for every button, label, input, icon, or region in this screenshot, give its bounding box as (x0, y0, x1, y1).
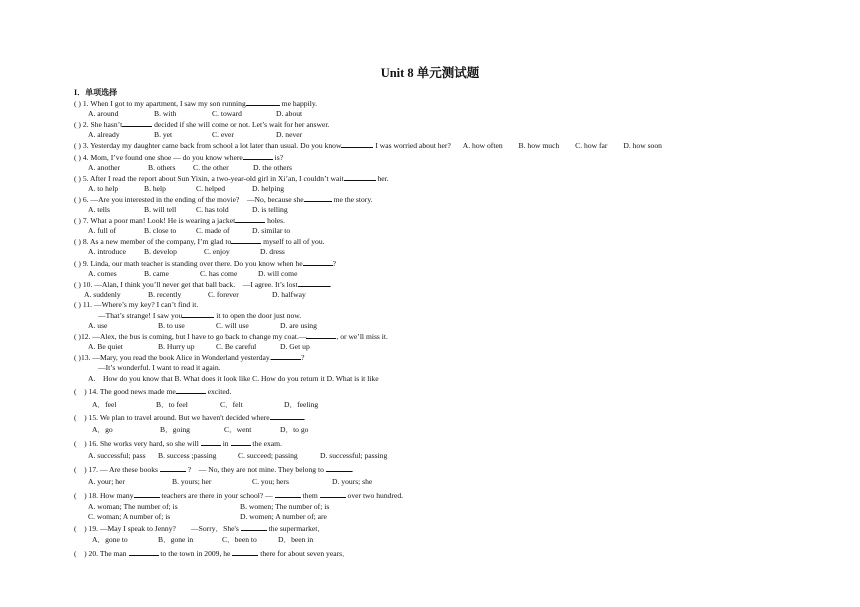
question-text: How many (99, 490, 134, 500)
question-number: ( ) 7. (74, 216, 89, 226)
answer-blank[interactable] (306, 331, 336, 339)
option-c[interactable]: C. has told (196, 205, 229, 215)
options-2 (74, 130, 794, 140)
section-heading: I．单项选择 (74, 88, 118, 97)
answer-blank[interactable] (232, 548, 258, 556)
question-text: me happily. (281, 99, 318, 109)
question-13 (74, 352, 794, 363)
question-text: in (222, 438, 229, 448)
answer-blank[interactable] (160, 464, 186, 472)
option-a[interactable]: A. suddenly (84, 289, 121, 299)
option-c[interactable]: C. forever (208, 289, 239, 299)
question-text: What a poor man! Look! He is wearing a jacket (90, 216, 236, 226)
options-14 (74, 400, 794, 410)
option-c[interactable]: C．felt (220, 399, 243, 409)
question-number: ( ) 3. (74, 141, 89, 151)
option-b[interactable]: B. close to (144, 226, 177, 236)
option-d[interactable]: D. yours; she (332, 477, 373, 487)
question-16 (74, 438, 794, 449)
question-3 (74, 140, 794, 151)
answer-blank[interactable] (298, 279, 330, 287)
options-5 (74, 184, 794, 194)
answer-blank[interactable] (270, 412, 304, 420)
options-6 (74, 205, 794, 215)
options-11 (74, 321, 794, 331)
answer-blank[interactable] (201, 438, 221, 446)
question-text: When I got to my apartment, I saw my son running (90, 99, 246, 109)
answer-blank[interactable] (182, 310, 214, 318)
option-d[interactable]: D. helping (252, 183, 285, 193)
option-c[interactable]: C. has come (200, 268, 238, 278)
question-text: it to open the door just now. (216, 310, 302, 320)
answer-blank[interactable] (246, 98, 280, 106)
option-a[interactable]: A. use (88, 321, 108, 331)
question-text: excited. (207, 387, 232, 397)
option-d[interactable]: D. halfway (272, 289, 306, 299)
answer-blank[interactable] (176, 386, 206, 394)
question-text: —Alan, I think you’ll never get that ball back. —I agree. It’s lost (94, 279, 298, 289)
option-a[interactable]: A. introduce (88, 247, 126, 257)
options-10 (74, 290, 794, 300)
option-d[interactable]: D. dress (260, 247, 285, 257)
question-text: . (329, 279, 332, 289)
option-b[interactable]: B. came (144, 268, 169, 278)
answer-blank[interactable] (129, 548, 159, 556)
option-c[interactable]: C. ever (212, 130, 234, 140)
option-c[interactable]: C. made of (196, 226, 230, 236)
option-b[interactable]: B. will tell (144, 205, 177, 215)
question-text: is? (274, 152, 284, 162)
option-b[interactable]: B. others (148, 162, 176, 172)
question-text: —Are you interested in the ending of the movie? —No, because she (90, 194, 304, 204)
options-18-ab (74, 502, 794, 512)
question-text: myself to all of you. (263, 237, 325, 247)
question-text: . (303, 412, 306, 422)
option-b[interactable]: B. success ;passing (158, 451, 217, 461)
answer-blank[interactable] (134, 490, 160, 498)
question-text: . (351, 464, 354, 474)
question-13-reply: —It’s wonderful. I want to read it again. (98, 363, 221, 373)
worksheet (74, 88, 794, 559)
option-c[interactable]: C. succeed; passing (238, 451, 298, 461)
option-b[interactable]: B. how much (518, 141, 560, 151)
question-number: ( ) 8. (74, 237, 89, 247)
question-text: —That’s strange! I saw you (98, 310, 183, 320)
question-text: —Alex, the bus is coming, but I have to go back to change my coat.— (92, 332, 307, 342)
question-text: them (302, 490, 318, 500)
question-number: ( ) 19. (74, 523, 99, 533)
question-number: ( ) 4. (74, 152, 89, 162)
answer-blank[interactable] (341, 140, 373, 148)
answer-blank[interactable] (231, 438, 251, 446)
option-c[interactable]: C. you; hers (252, 477, 289, 487)
question-number: ( ) 11. (74, 299, 93, 309)
option-d[interactable]: D. about (276, 109, 303, 119)
question-text: decided if she will come or not. Let’s wait for her answer. (154, 120, 330, 130)
option-c[interactable]: C. toward (212, 109, 242, 119)
option-b[interactable]: B．gone in (158, 535, 194, 545)
option-c[interactable]: C. helped (196, 183, 226, 193)
question-text: , or we’ll miss it. (336, 332, 388, 342)
question-number: ( )12. (74, 332, 91, 342)
option-d[interactable]: D. will come (258, 268, 298, 278)
options-17 (74, 477, 794, 487)
question-7 (74, 215, 794, 226)
question-text: teachers are there in your school? — (161, 490, 273, 500)
question-text: ? — No, they are not mine. They belong to (187, 464, 324, 474)
question-1 (74, 98, 794, 109)
option-c[interactable]: C. Be careful (216, 342, 257, 352)
question-14 (74, 386, 794, 397)
question-text: The man (99, 548, 127, 558)
options-13 (74, 374, 794, 384)
question-text: holes. (267, 216, 286, 226)
answer-blank[interactable] (122, 119, 152, 127)
question-text: Linda, our math teacher is standing over there. Do you know when he (90, 258, 303, 268)
question-text: her. (377, 173, 389, 183)
option-line[interactable]: A. How do you know that B. What does it look like C. How do you return it D. What is it like (88, 373, 379, 383)
option-a[interactable]: A. Be quiet (88, 342, 123, 352)
question-number: ( ) 2. (74, 120, 89, 130)
option-a[interactable]: A．feel (92, 399, 117, 409)
option-c[interactable]: C．went (224, 425, 252, 435)
question-text: the exam. (252, 438, 282, 448)
option-a[interactable]: A．gone to (92, 535, 128, 545)
options-3 (463, 141, 676, 150)
option-a[interactable]: A. woman; The number of; is (88, 502, 178, 512)
question-17 (74, 464, 794, 475)
options-12 (74, 342, 794, 352)
option-d[interactable]: D. similar to (252, 226, 291, 236)
question-number: ( ) 18. (74, 490, 99, 500)
options-9 (74, 269, 794, 279)
question-text: me the story. (333, 194, 373, 204)
option-d[interactable]: D. Get up (280, 342, 310, 352)
answer-blank[interactable] (241, 523, 267, 531)
question-20 (74, 548, 794, 559)
option-d[interactable]: D. successful; passing (320, 451, 388, 461)
option-d[interactable]: D. never (276, 130, 303, 140)
options-15 (74, 425, 794, 435)
question-15 (74, 412, 794, 423)
option-d[interactable]: D．to go (280, 425, 309, 435)
option-a[interactable]: A. already (88, 130, 120, 140)
answer-blank[interactable] (326, 464, 352, 472)
question-text: —Where’s my key? I can’t find it. (93, 299, 199, 309)
question-12 (74, 331, 794, 342)
question-text: We plan to travel around. But we haven't decided where (99, 412, 270, 422)
question-number: ( ) 17. (74, 464, 99, 474)
answer-blank[interactable] (303, 258, 333, 266)
question-number: ( ) 6. (74, 194, 89, 204)
question-5 (74, 173, 794, 184)
question-11-reply (74, 310, 794, 321)
question-number: ( )13. (74, 353, 91, 363)
question-text: The good news made me (99, 387, 176, 397)
options-1 (74, 109, 794, 119)
option-a[interactable]: A．go (92, 425, 113, 435)
option-b[interactable]: B. with (154, 109, 177, 119)
option-a[interactable]: A. to help (88, 183, 119, 193)
question-number: ( ) 9. (74, 258, 89, 268)
question-8 (74, 236, 794, 247)
question-number: ( ) 14. (74, 387, 99, 397)
question-text: to the town in 2009, he (160, 548, 231, 558)
option-c[interactable]: C. woman; A number of; is (88, 512, 171, 522)
option-d[interactable]: D. the others (253, 162, 293, 172)
question-number: ( ) 1. (74, 99, 89, 109)
question-number: ( ) 16. (74, 438, 99, 448)
option-a[interactable]: A. full of (88, 226, 117, 236)
page-title: Unit 8 单元测试题 (380, 66, 480, 80)
options-16 (74, 451, 794, 461)
option-d[interactable]: D．been in (278, 535, 314, 545)
option-b[interactable]: B. Hurry up (158, 342, 195, 352)
option-b[interactable]: B. develop (144, 247, 177, 257)
question-text: I was worried about her? (375, 141, 451, 151)
question-text: She works very hard, so she will (99, 438, 199, 448)
options-19 (74, 535, 794, 545)
answer-blank[interactable] (271, 352, 301, 360)
question-text: Yesterday my daughter came back from school a lot later than usual. Do you know (90, 141, 342, 151)
answer-blank[interactable] (235, 215, 265, 223)
question-text: over two hundred. (347, 490, 404, 500)
options-8 (74, 247, 794, 257)
option-a[interactable]: A. around (88, 109, 119, 119)
option-c[interactable]: C．been to (222, 535, 257, 545)
question-text: She hasn’t (90, 120, 123, 130)
option-b[interactable]: B. to use (158, 321, 185, 331)
option-d[interactable]: D. are using (280, 321, 317, 331)
options-18-cd (74, 512, 794, 522)
question-18 (74, 490, 794, 501)
option-a[interactable]: A. another (88, 162, 121, 172)
question-text: ? (301, 353, 305, 363)
option-a[interactable]: A. how often (462, 141, 503, 151)
options-7 (74, 226, 794, 236)
question-text: ? (332, 258, 336, 268)
question-text: As a new member of the company, I’m glad to (90, 237, 232, 247)
question-6 (74, 194, 794, 205)
option-a[interactable]: A. your; her (88, 477, 125, 487)
question-text: the supermarket． (268, 523, 325, 533)
question-4 (74, 152, 794, 163)
option-b[interactable]: B. recently (148, 289, 182, 299)
question-9 (74, 258, 794, 269)
answer-blank[interactable] (344, 173, 376, 181)
question-number: ( ) 5. (74, 173, 89, 183)
question-number: ( ) 20. (74, 548, 99, 558)
question-text: there for about seven years． (260, 548, 350, 558)
option-c[interactable]: C. enjoy (204, 247, 230, 257)
option-a[interactable]: A. successful; pass (88, 451, 146, 461)
option-b[interactable]: B. yours; her (172, 477, 212, 487)
question-text: —Mary, you read the book Alice in Wonderland yesterday. (92, 353, 272, 363)
option-a[interactable]: A. tells (88, 205, 110, 215)
option-d[interactable]: D. women; A number of; are (240, 512, 327, 522)
option-b[interactable]: B. help (144, 183, 166, 193)
option-d[interactable]: D．feeling (284, 399, 319, 409)
answer-blank[interactable] (243, 152, 273, 160)
option-b[interactable]: B．going (160, 425, 190, 435)
question-10 (74, 279, 794, 290)
question-text: — Are these books (99, 464, 158, 474)
question-11 (74, 300, 794, 310)
question-text: Mom, I’ve found one shoe — do you know where (90, 152, 243, 162)
option-c[interactable]: C. how far (575, 141, 608, 151)
option-b[interactable]: B. yet (154, 130, 173, 140)
option-b[interactable]: B．to feel (156, 399, 188, 409)
question-number: ( ) 10. (74, 279, 93, 289)
option-a[interactable]: A. comes (88, 268, 117, 278)
option-d[interactable]: D. is telling (252, 205, 288, 215)
question-2 (74, 119, 794, 130)
question-text: After I read the report about Sun Yixin, a two-year-old girl in Xi’an, I couldn’t wait (90, 173, 344, 183)
options-4 (74, 163, 794, 173)
option-c[interactable]: C. the other (193, 162, 229, 172)
question-number: ( ) 15. (74, 412, 99, 422)
answer-blank[interactable] (231, 236, 261, 244)
option-c[interactable]: C. will use (216, 321, 249, 331)
option-d[interactable]: D. how soon (623, 141, 662, 151)
question-text: —May I speak to Jenny? —Sorry．She's (99, 523, 239, 533)
option-b[interactable]: B. women; The number of; is (240, 502, 330, 512)
answer-blank[interactable] (320, 490, 346, 498)
answer-blank[interactable] (275, 490, 301, 498)
question-19 (74, 523, 794, 534)
answer-blank[interactable] (304, 194, 332, 202)
